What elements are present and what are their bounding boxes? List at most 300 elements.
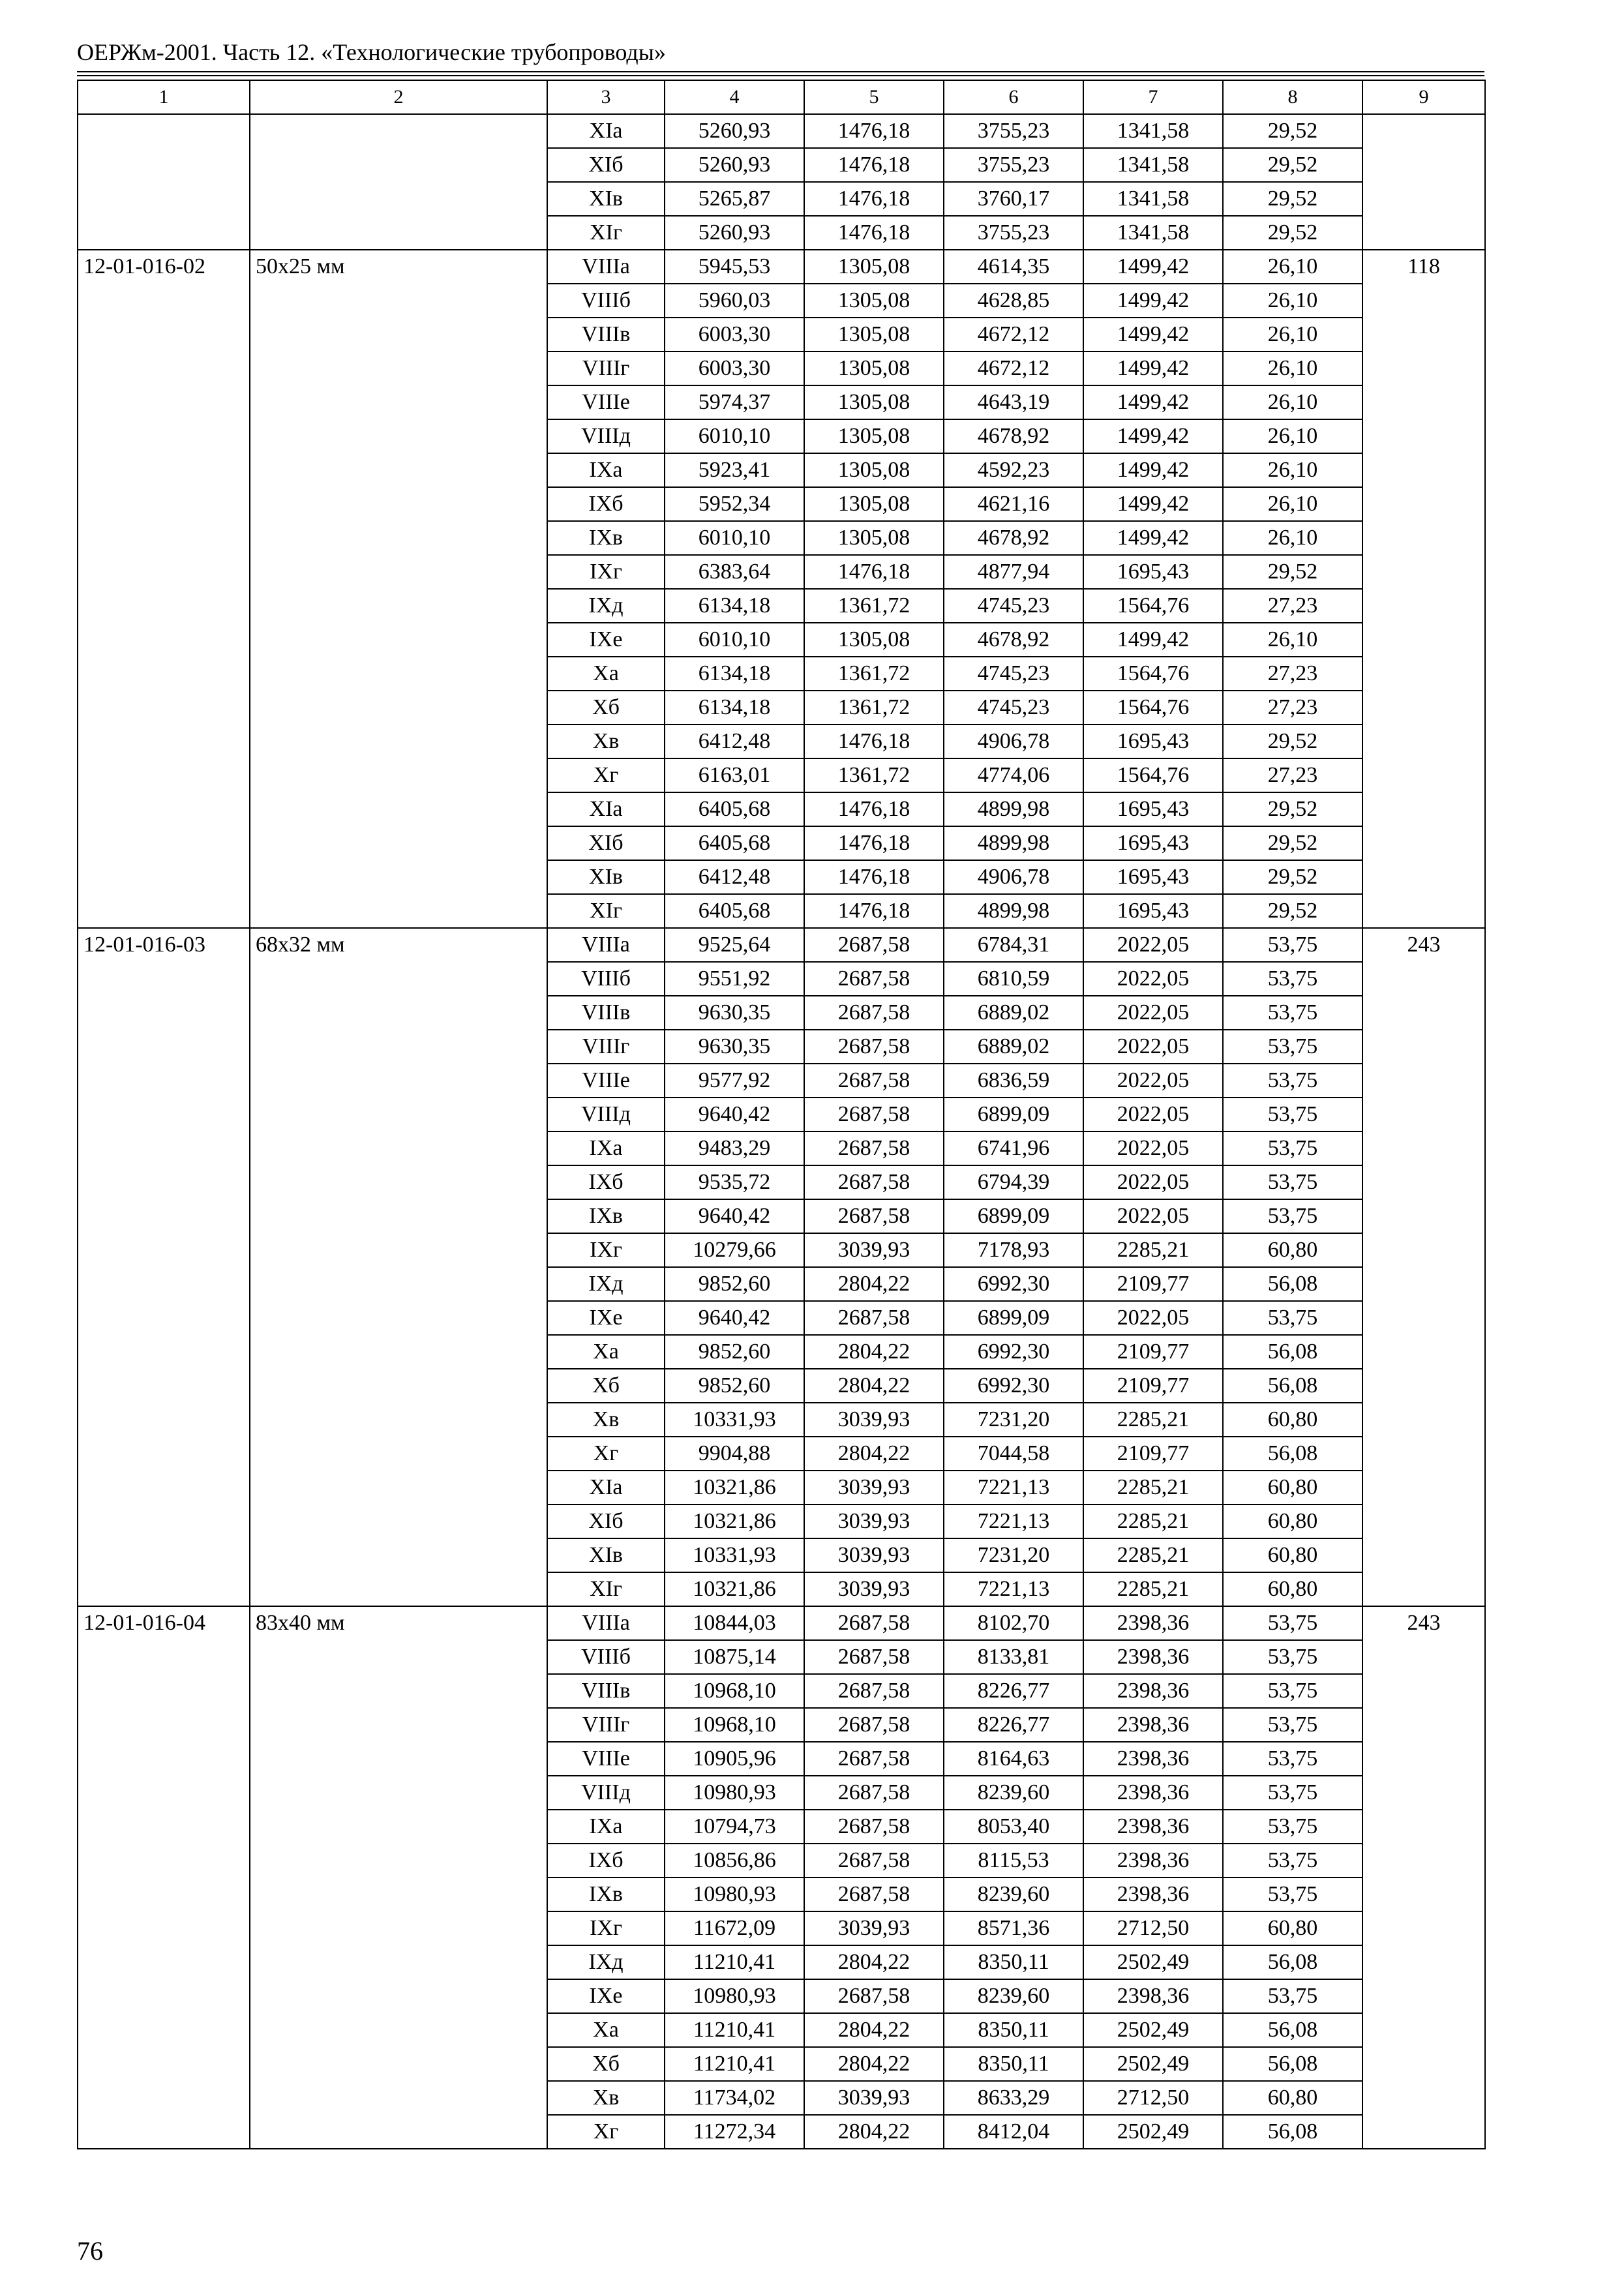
operator-wage-cell: 1499,42 bbox=[1083, 385, 1223, 419]
column-number-row bbox=[78, 80, 1485, 114]
material-cost-cell: 53,75 bbox=[1223, 1301, 1362, 1335]
operator-wage-cell: 2022,05 bbox=[1083, 1064, 1223, 1098]
machine-cost-cell: 6899,09 bbox=[944, 1301, 1083, 1335]
rate-code-cell: 12-01-016-03 bbox=[78, 928, 250, 1606]
machine-cost-cell: 4672,12 bbox=[944, 318, 1083, 352]
material-cost-cell: 26,10 bbox=[1223, 250, 1362, 284]
material-cost-cell: 56,08 bbox=[1223, 2115, 1362, 2149]
machine-cost-cell: 4643,19 bbox=[944, 385, 1083, 419]
operator-wage-cell: 2022,05 bbox=[1083, 1131, 1223, 1165]
category-cell: XIб bbox=[547, 148, 665, 182]
labor-cost-cell: 1305,08 bbox=[804, 284, 944, 318]
labor-cost-cell: 1476,18 bbox=[804, 148, 944, 182]
operator-wage-cell: 2109,77 bbox=[1083, 1369, 1223, 1403]
operator-wage-cell: 2398,36 bbox=[1083, 1878, 1223, 1911]
rate-code-cell: 12-01-016-04 bbox=[78, 1606, 250, 2149]
total-cost-cell: 5974,37 bbox=[665, 385, 804, 419]
category-cell: Xв bbox=[547, 2081, 665, 2115]
total-cost-cell: 10279,66 bbox=[665, 1233, 804, 1267]
material-cost-cell: 60,80 bbox=[1223, 1471, 1362, 1504]
total-cost-cell: 9852,60 bbox=[665, 1335, 804, 1369]
operator-wage-cell: 2398,36 bbox=[1083, 1742, 1223, 1776]
operator-wage-cell: 2285,21 bbox=[1083, 1572, 1223, 1606]
machine-cost-cell: 3755,23 bbox=[944, 216, 1083, 250]
material-cost-cell: 53,75 bbox=[1223, 1131, 1362, 1165]
material-cost-cell: 26,10 bbox=[1223, 318, 1362, 352]
operator-wage-cell: 1341,58 bbox=[1083, 216, 1223, 250]
labor-cost-cell: 1305,08 bbox=[804, 521, 944, 555]
labor-cost-cell: 1476,18 bbox=[804, 216, 944, 250]
operator-wage-cell: 2398,36 bbox=[1083, 1674, 1223, 1708]
machine-cost-cell: 4628,85 bbox=[944, 284, 1083, 318]
labor-cost-cell: 2804,22 bbox=[804, 1369, 944, 1403]
machine-cost-cell: 4592,23 bbox=[944, 453, 1083, 487]
labor-cost-cell: 2687,58 bbox=[804, 1674, 944, 1708]
material-cost-cell: 53,75 bbox=[1223, 1776, 1362, 1810]
total-cost-cell: 5260,93 bbox=[665, 148, 804, 182]
material-cost-cell: 53,75 bbox=[1223, 1064, 1362, 1098]
total-cost-cell: 6134,18 bbox=[665, 691, 804, 725]
table-row bbox=[78, 250, 1485, 284]
machine-cost-cell: 8350,11 bbox=[944, 1945, 1083, 1979]
pipe-size-cell: 50х25 мм bbox=[250, 250, 547, 928]
page-header-title: ОЕРЖм-2001. Часть 12. «Технологические трубопроводы» bbox=[77, 39, 666, 65]
category-cell: VIIIб bbox=[547, 1640, 665, 1674]
total-cost-cell: 5945,53 bbox=[665, 250, 804, 284]
material-cost-cell: 26,10 bbox=[1223, 284, 1362, 318]
machine-cost-cell: 6889,02 bbox=[944, 1030, 1083, 1064]
labor-cost-cell: 1476,18 bbox=[804, 725, 944, 758]
operator-wage-cell: 1564,76 bbox=[1083, 691, 1223, 725]
category-cell: VIIIа bbox=[547, 1606, 665, 1640]
total-cost-cell: 10905,96 bbox=[665, 1742, 804, 1776]
category-cell: Xг bbox=[547, 2115, 665, 2149]
category-cell: IXб bbox=[547, 1165, 665, 1199]
labor-cost-cell: 3039,93 bbox=[804, 1504, 944, 1538]
material-cost-cell: 60,80 bbox=[1223, 1403, 1362, 1437]
column-number: 5 bbox=[804, 80, 944, 114]
operator-wage-cell: 1341,58 bbox=[1083, 114, 1223, 148]
operator-wage-cell: 2022,05 bbox=[1083, 1301, 1223, 1335]
operator-wage-cell: 2502,49 bbox=[1083, 2047, 1223, 2081]
machine-cost-cell: 7044,58 bbox=[944, 1437, 1083, 1471]
labor-cost-cell: 2687,58 bbox=[804, 1606, 944, 1640]
operator-wage-cell: 2022,05 bbox=[1083, 928, 1223, 962]
labor-cost-cell: 1476,18 bbox=[804, 894, 944, 928]
category-cell: IXа bbox=[547, 453, 665, 487]
material-cost-cell: 60,80 bbox=[1223, 1233, 1362, 1267]
labor-cost-cell: 2804,22 bbox=[804, 2047, 944, 2081]
machine-cost-cell: 4621,16 bbox=[944, 487, 1083, 521]
material-cost-cell: 53,75 bbox=[1223, 1165, 1362, 1199]
labor-cost-cell: 3039,93 bbox=[804, 1538, 944, 1572]
category-cell: Xв bbox=[547, 725, 665, 758]
material-cost-cell: 29,52 bbox=[1223, 894, 1362, 928]
material-cost-cell: 26,10 bbox=[1223, 453, 1362, 487]
operator-wage-cell: 1499,42 bbox=[1083, 419, 1223, 453]
material-cost-cell: 29,52 bbox=[1223, 860, 1362, 894]
category-cell: VIIIе bbox=[547, 1064, 665, 1098]
category-cell: VIIIв bbox=[547, 996, 665, 1030]
material-cost-cell: 53,75 bbox=[1223, 1606, 1362, 1640]
machine-cost-cell: 6836,59 bbox=[944, 1064, 1083, 1098]
labor-cost-cell: 1476,18 bbox=[804, 555, 944, 589]
column-number: 8 bbox=[1223, 80, 1362, 114]
material-cost-cell: 53,75 bbox=[1223, 1640, 1362, 1674]
category-cell: VIIIб bbox=[547, 284, 665, 318]
machine-cost-cell: 4877,94 bbox=[944, 555, 1083, 589]
operator-wage-cell: 1341,58 bbox=[1083, 148, 1223, 182]
material-cost-cell: 56,08 bbox=[1223, 2013, 1362, 2047]
rate-code-cell bbox=[78, 114, 250, 250]
labor-cost-cell: 2687,58 bbox=[804, 928, 944, 962]
material-cost-cell: 29,52 bbox=[1223, 555, 1362, 589]
category-cell: XIг bbox=[547, 216, 665, 250]
machine-cost-cell: 8239,60 bbox=[944, 1878, 1083, 1911]
labor-cost-cell: 1305,08 bbox=[804, 623, 944, 657]
material-cost-cell: 60,80 bbox=[1223, 1538, 1362, 1572]
labor-hours-cell: 243 bbox=[1362, 928, 1485, 1606]
operator-wage-cell: 1695,43 bbox=[1083, 826, 1223, 860]
labor-cost-cell: 2804,22 bbox=[804, 1335, 944, 1369]
category-cell: IXе bbox=[547, 623, 665, 657]
operator-wage-cell: 2109,77 bbox=[1083, 1267, 1223, 1301]
category-cell: VIIIб bbox=[547, 962, 665, 996]
operator-wage-cell: 2022,05 bbox=[1083, 996, 1223, 1030]
material-cost-cell: 26,10 bbox=[1223, 419, 1362, 453]
material-cost-cell: 29,52 bbox=[1223, 826, 1362, 860]
labor-cost-cell: 3039,93 bbox=[804, 1471, 944, 1504]
machine-cost-cell: 8164,63 bbox=[944, 1742, 1083, 1776]
material-cost-cell: 60,80 bbox=[1223, 2081, 1362, 2115]
machine-cost-cell: 7221,13 bbox=[944, 1471, 1083, 1504]
labor-cost-cell: 1476,18 bbox=[804, 114, 944, 148]
operator-wage-cell: 2285,21 bbox=[1083, 1233, 1223, 1267]
total-cost-cell: 9630,35 bbox=[665, 1030, 804, 1064]
total-cost-cell: 6383,64 bbox=[665, 555, 804, 589]
labor-cost-cell: 2687,58 bbox=[804, 1098, 944, 1131]
labor-cost-cell: 2804,22 bbox=[804, 2013, 944, 2047]
total-cost-cell: 10980,93 bbox=[665, 1979, 804, 2013]
operator-wage-cell: 2398,36 bbox=[1083, 1979, 1223, 2013]
labor-cost-cell: 2687,58 bbox=[804, 1742, 944, 1776]
total-cost-cell: 10980,93 bbox=[665, 1776, 804, 1810]
total-cost-cell: 10844,03 bbox=[665, 1606, 804, 1640]
machine-cost-cell: 7231,20 bbox=[944, 1403, 1083, 1437]
operator-wage-cell: 2712,50 bbox=[1083, 2081, 1223, 2115]
material-cost-cell: 56,08 bbox=[1223, 2047, 1362, 2081]
labor-cost-cell: 2687,58 bbox=[804, 1844, 944, 1878]
material-cost-cell: 53,75 bbox=[1223, 996, 1362, 1030]
total-cost-cell: 10968,10 bbox=[665, 1708, 804, 1742]
category-cell: IXв bbox=[547, 1878, 665, 1911]
operator-wage-cell: 1695,43 bbox=[1083, 860, 1223, 894]
rates-table-container bbox=[77, 80, 1486, 2149]
category-cell: XIа bbox=[547, 792, 665, 826]
category-cell: Xг bbox=[547, 758, 665, 792]
operator-wage-cell: 1499,42 bbox=[1083, 250, 1223, 284]
machine-cost-cell: 6741,96 bbox=[944, 1131, 1083, 1165]
labor-cost-cell: 2687,58 bbox=[804, 1810, 944, 1844]
total-cost-cell: 10794,73 bbox=[665, 1810, 804, 1844]
labor-cost-cell: 1305,08 bbox=[804, 419, 944, 453]
category-cell: XIа bbox=[547, 114, 665, 148]
operator-wage-cell: 1695,43 bbox=[1083, 792, 1223, 826]
machine-cost-cell: 8133,81 bbox=[944, 1640, 1083, 1674]
total-cost-cell: 10321,86 bbox=[665, 1471, 804, 1504]
category-cell: Xб bbox=[547, 691, 665, 725]
category-cell: XIв bbox=[547, 860, 665, 894]
operator-wage-cell: 1499,42 bbox=[1083, 521, 1223, 555]
machine-cost-cell: 4745,23 bbox=[944, 589, 1083, 623]
labor-cost-cell: 2804,22 bbox=[804, 1945, 944, 1979]
operator-wage-cell: 1499,42 bbox=[1083, 487, 1223, 521]
material-cost-cell: 27,23 bbox=[1223, 657, 1362, 691]
category-cell: Xб bbox=[547, 2047, 665, 2081]
total-cost-cell: 6405,68 bbox=[665, 826, 804, 860]
labor-cost-cell: 2687,58 bbox=[804, 1301, 944, 1335]
header-rule-bottom bbox=[77, 75, 1484, 76]
total-cost-cell: 10856,86 bbox=[665, 1844, 804, 1878]
operator-wage-cell: 2398,36 bbox=[1083, 1844, 1223, 1878]
table-row bbox=[78, 1606, 1485, 1640]
machine-cost-cell: 7231,20 bbox=[944, 1538, 1083, 1572]
operator-wage-cell: 2285,21 bbox=[1083, 1403, 1223, 1437]
column-number: 4 bbox=[665, 80, 804, 114]
total-cost-cell: 9535,72 bbox=[665, 1165, 804, 1199]
total-cost-cell: 10875,14 bbox=[665, 1640, 804, 1674]
total-cost-cell: 6405,68 bbox=[665, 792, 804, 826]
labor-cost-cell: 1361,72 bbox=[804, 657, 944, 691]
total-cost-cell: 6134,18 bbox=[665, 589, 804, 623]
material-cost-cell: 53,75 bbox=[1223, 962, 1362, 996]
category-cell: IXг bbox=[547, 1233, 665, 1267]
total-cost-cell: 5952,34 bbox=[665, 487, 804, 521]
operator-wage-cell: 2712,50 bbox=[1083, 1911, 1223, 1945]
category-cell: Xа bbox=[547, 657, 665, 691]
category-cell: VIIIе bbox=[547, 385, 665, 419]
column-number: 7 bbox=[1083, 80, 1223, 114]
material-cost-cell: 60,80 bbox=[1223, 1911, 1362, 1945]
labor-cost-cell: 1305,08 bbox=[804, 352, 944, 385]
machine-cost-cell: 4745,23 bbox=[944, 657, 1083, 691]
machine-cost-cell: 8115,53 bbox=[944, 1844, 1083, 1878]
machine-cost-cell: 8239,60 bbox=[944, 1776, 1083, 1810]
labor-cost-cell: 1361,72 bbox=[804, 589, 944, 623]
machine-cost-cell: 8350,11 bbox=[944, 2013, 1083, 2047]
operator-wage-cell: 1695,43 bbox=[1083, 894, 1223, 928]
total-cost-cell: 6010,10 bbox=[665, 623, 804, 657]
category-cell: VIIIг bbox=[547, 1708, 665, 1742]
pipe-size-cell: 68х32 мм bbox=[250, 928, 547, 1606]
operator-wage-cell: 2398,36 bbox=[1083, 1606, 1223, 1640]
category-cell: VIIIг bbox=[547, 352, 665, 385]
operator-wage-cell: 2022,05 bbox=[1083, 962, 1223, 996]
machine-cost-cell: 7221,13 bbox=[944, 1572, 1083, 1606]
rates-table bbox=[77, 80, 1486, 2149]
header-rule-top bbox=[77, 71, 1484, 72]
pipe-size-cell: 83х40 мм bbox=[250, 1606, 547, 2149]
labor-cost-cell: 2804,22 bbox=[804, 2115, 944, 2149]
operator-wage-cell: 2502,49 bbox=[1083, 2013, 1223, 2047]
total-cost-cell: 11734,02 bbox=[665, 2081, 804, 2115]
machine-cost-cell: 3755,23 bbox=[944, 114, 1083, 148]
machine-cost-cell: 6794,39 bbox=[944, 1165, 1083, 1199]
machine-cost-cell: 4745,23 bbox=[944, 691, 1083, 725]
labor-cost-cell: 2687,58 bbox=[804, 1030, 944, 1064]
machine-cost-cell: 4906,78 bbox=[944, 860, 1083, 894]
operator-wage-cell: 1499,42 bbox=[1083, 284, 1223, 318]
material-cost-cell: 53,75 bbox=[1223, 1844, 1362, 1878]
machine-cost-cell: 3760,17 bbox=[944, 182, 1083, 216]
category-cell: IXд bbox=[547, 1267, 665, 1301]
machine-cost-cell: 4906,78 bbox=[944, 725, 1083, 758]
category-cell: VIIIв bbox=[547, 1674, 665, 1708]
operator-wage-cell: 2398,36 bbox=[1083, 1640, 1223, 1674]
total-cost-cell: 5260,93 bbox=[665, 216, 804, 250]
operator-wage-cell: 2022,05 bbox=[1083, 1098, 1223, 1131]
operator-wage-cell: 1695,43 bbox=[1083, 725, 1223, 758]
labor-cost-cell: 2687,58 bbox=[804, 1165, 944, 1199]
total-cost-cell: 9640,42 bbox=[665, 1301, 804, 1335]
total-cost-cell: 9852,60 bbox=[665, 1369, 804, 1403]
material-cost-cell: 26,10 bbox=[1223, 623, 1362, 657]
machine-cost-cell: 7221,13 bbox=[944, 1504, 1083, 1538]
material-cost-cell: 53,75 bbox=[1223, 1878, 1362, 1911]
labor-hours-cell: 243 bbox=[1362, 1606, 1485, 2149]
machine-cost-cell: 4672,12 bbox=[944, 352, 1083, 385]
machine-cost-cell: 6889,02 bbox=[944, 996, 1083, 1030]
material-cost-cell: 53,75 bbox=[1223, 1674, 1362, 1708]
total-cost-cell: 11210,41 bbox=[665, 2047, 804, 2081]
material-cost-cell: 27,23 bbox=[1223, 691, 1362, 725]
machine-cost-cell: 8350,11 bbox=[944, 2047, 1083, 2081]
operator-wage-cell: 1499,42 bbox=[1083, 453, 1223, 487]
machine-cost-cell: 4678,92 bbox=[944, 521, 1083, 555]
machine-cost-cell: 6899,09 bbox=[944, 1199, 1083, 1233]
labor-cost-cell: 2687,58 bbox=[804, 1979, 944, 2013]
labor-cost-cell: 1305,08 bbox=[804, 318, 944, 352]
material-cost-cell: 29,52 bbox=[1223, 114, 1362, 148]
total-cost-cell: 10331,93 bbox=[665, 1538, 804, 1572]
total-cost-cell: 9852,60 bbox=[665, 1267, 804, 1301]
total-cost-cell: 9640,42 bbox=[665, 1098, 804, 1131]
labor-cost-cell: 2687,58 bbox=[804, 1708, 944, 1742]
category-cell: Xб bbox=[547, 1369, 665, 1403]
category-cell: XIв bbox=[547, 1538, 665, 1572]
operator-wage-cell: 1564,76 bbox=[1083, 758, 1223, 792]
total-cost-cell: 6003,30 bbox=[665, 352, 804, 385]
total-cost-cell: 10980,93 bbox=[665, 1878, 804, 1911]
material-cost-cell: 60,80 bbox=[1223, 1504, 1362, 1538]
category-cell: VIIIв bbox=[547, 318, 665, 352]
material-cost-cell: 29,52 bbox=[1223, 216, 1362, 250]
machine-cost-cell: 8226,77 bbox=[944, 1674, 1083, 1708]
total-cost-cell: 9630,35 bbox=[665, 996, 804, 1030]
operator-wage-cell: 1341,58 bbox=[1083, 182, 1223, 216]
total-cost-cell: 9640,42 bbox=[665, 1199, 804, 1233]
category-cell: IXг bbox=[547, 1911, 665, 1945]
category-cell: IXд bbox=[547, 589, 665, 623]
page-number: 76 bbox=[77, 2236, 103, 2266]
labor-cost-cell: 3039,93 bbox=[804, 1911, 944, 1945]
category-cell: IXб bbox=[547, 1844, 665, 1878]
machine-cost-cell: 8226,77 bbox=[944, 1708, 1083, 1742]
machine-cost-cell: 6784,31 bbox=[944, 928, 1083, 962]
operator-wage-cell: 2398,36 bbox=[1083, 1810, 1223, 1844]
category-cell: IXв bbox=[547, 521, 665, 555]
category-cell: IXе bbox=[547, 1301, 665, 1335]
total-cost-cell: 6405,68 bbox=[665, 894, 804, 928]
material-cost-cell: 56,08 bbox=[1223, 1945, 1362, 1979]
total-cost-cell: 11210,41 bbox=[665, 2013, 804, 2047]
labor-cost-cell: 2687,58 bbox=[804, 1776, 944, 1810]
category-cell: VIIIа bbox=[547, 250, 665, 284]
category-cell: VIIIд bbox=[547, 1098, 665, 1131]
machine-cost-cell: 4678,92 bbox=[944, 419, 1083, 453]
machine-cost-cell: 6899,09 bbox=[944, 1098, 1083, 1131]
labor-cost-cell: 1305,08 bbox=[804, 453, 944, 487]
column-number: 6 bbox=[944, 80, 1083, 114]
machine-cost-cell: 8412,04 bbox=[944, 2115, 1083, 2149]
column-number: 1 bbox=[78, 80, 250, 114]
category-cell: VIIIг bbox=[547, 1030, 665, 1064]
labor-cost-cell: 1476,18 bbox=[804, 792, 944, 826]
machine-cost-cell: 4774,06 bbox=[944, 758, 1083, 792]
material-cost-cell: 53,75 bbox=[1223, 1810, 1362, 1844]
operator-wage-cell: 2022,05 bbox=[1083, 1199, 1223, 1233]
operator-wage-cell: 1564,76 bbox=[1083, 589, 1223, 623]
material-cost-cell: 53,75 bbox=[1223, 1199, 1362, 1233]
total-cost-cell: 9525,64 bbox=[665, 928, 804, 962]
category-cell: IXа bbox=[547, 1131, 665, 1165]
material-cost-cell: 26,10 bbox=[1223, 352, 1362, 385]
operator-wage-cell: 2285,21 bbox=[1083, 1471, 1223, 1504]
category-cell: IXг bbox=[547, 555, 665, 589]
operator-wage-cell: 1499,42 bbox=[1083, 318, 1223, 352]
total-cost-cell: 10321,86 bbox=[665, 1572, 804, 1606]
labor-cost-cell: 3039,93 bbox=[804, 1233, 944, 1267]
operator-wage-cell: 2502,49 bbox=[1083, 1945, 1223, 1979]
machine-cost-cell: 4899,98 bbox=[944, 826, 1083, 860]
operator-wage-cell: 2022,05 bbox=[1083, 1165, 1223, 1199]
category-cell: XIг bbox=[547, 894, 665, 928]
operator-wage-cell: 1499,42 bbox=[1083, 352, 1223, 385]
labor-cost-cell: 1305,08 bbox=[804, 250, 944, 284]
labor-cost-cell: 1361,72 bbox=[804, 691, 944, 725]
category-cell: IXб bbox=[547, 487, 665, 521]
material-cost-cell: 27,23 bbox=[1223, 758, 1362, 792]
total-cost-cell: 6412,48 bbox=[665, 860, 804, 894]
column-number: 2 bbox=[250, 80, 547, 114]
category-cell: VIIIе bbox=[547, 1742, 665, 1776]
category-cell: IXе bbox=[547, 1979, 665, 2013]
total-cost-cell: 6010,10 bbox=[665, 419, 804, 453]
operator-wage-cell: 1564,76 bbox=[1083, 657, 1223, 691]
operator-wage-cell: 2285,21 bbox=[1083, 1538, 1223, 1572]
material-cost-cell: 29,52 bbox=[1223, 725, 1362, 758]
machine-cost-cell: 6992,30 bbox=[944, 1369, 1083, 1403]
total-cost-cell: 5260,93 bbox=[665, 114, 804, 148]
labor-cost-cell: 3039,93 bbox=[804, 1572, 944, 1606]
total-cost-cell: 11210,41 bbox=[665, 1945, 804, 1979]
material-cost-cell: 26,10 bbox=[1223, 521, 1362, 555]
operator-wage-cell: 1499,42 bbox=[1083, 623, 1223, 657]
labor-cost-cell: 1305,08 bbox=[804, 385, 944, 419]
table-row bbox=[78, 928, 1485, 962]
labor-cost-cell: 2804,22 bbox=[804, 1267, 944, 1301]
labor-hours-cell bbox=[1362, 114, 1485, 250]
